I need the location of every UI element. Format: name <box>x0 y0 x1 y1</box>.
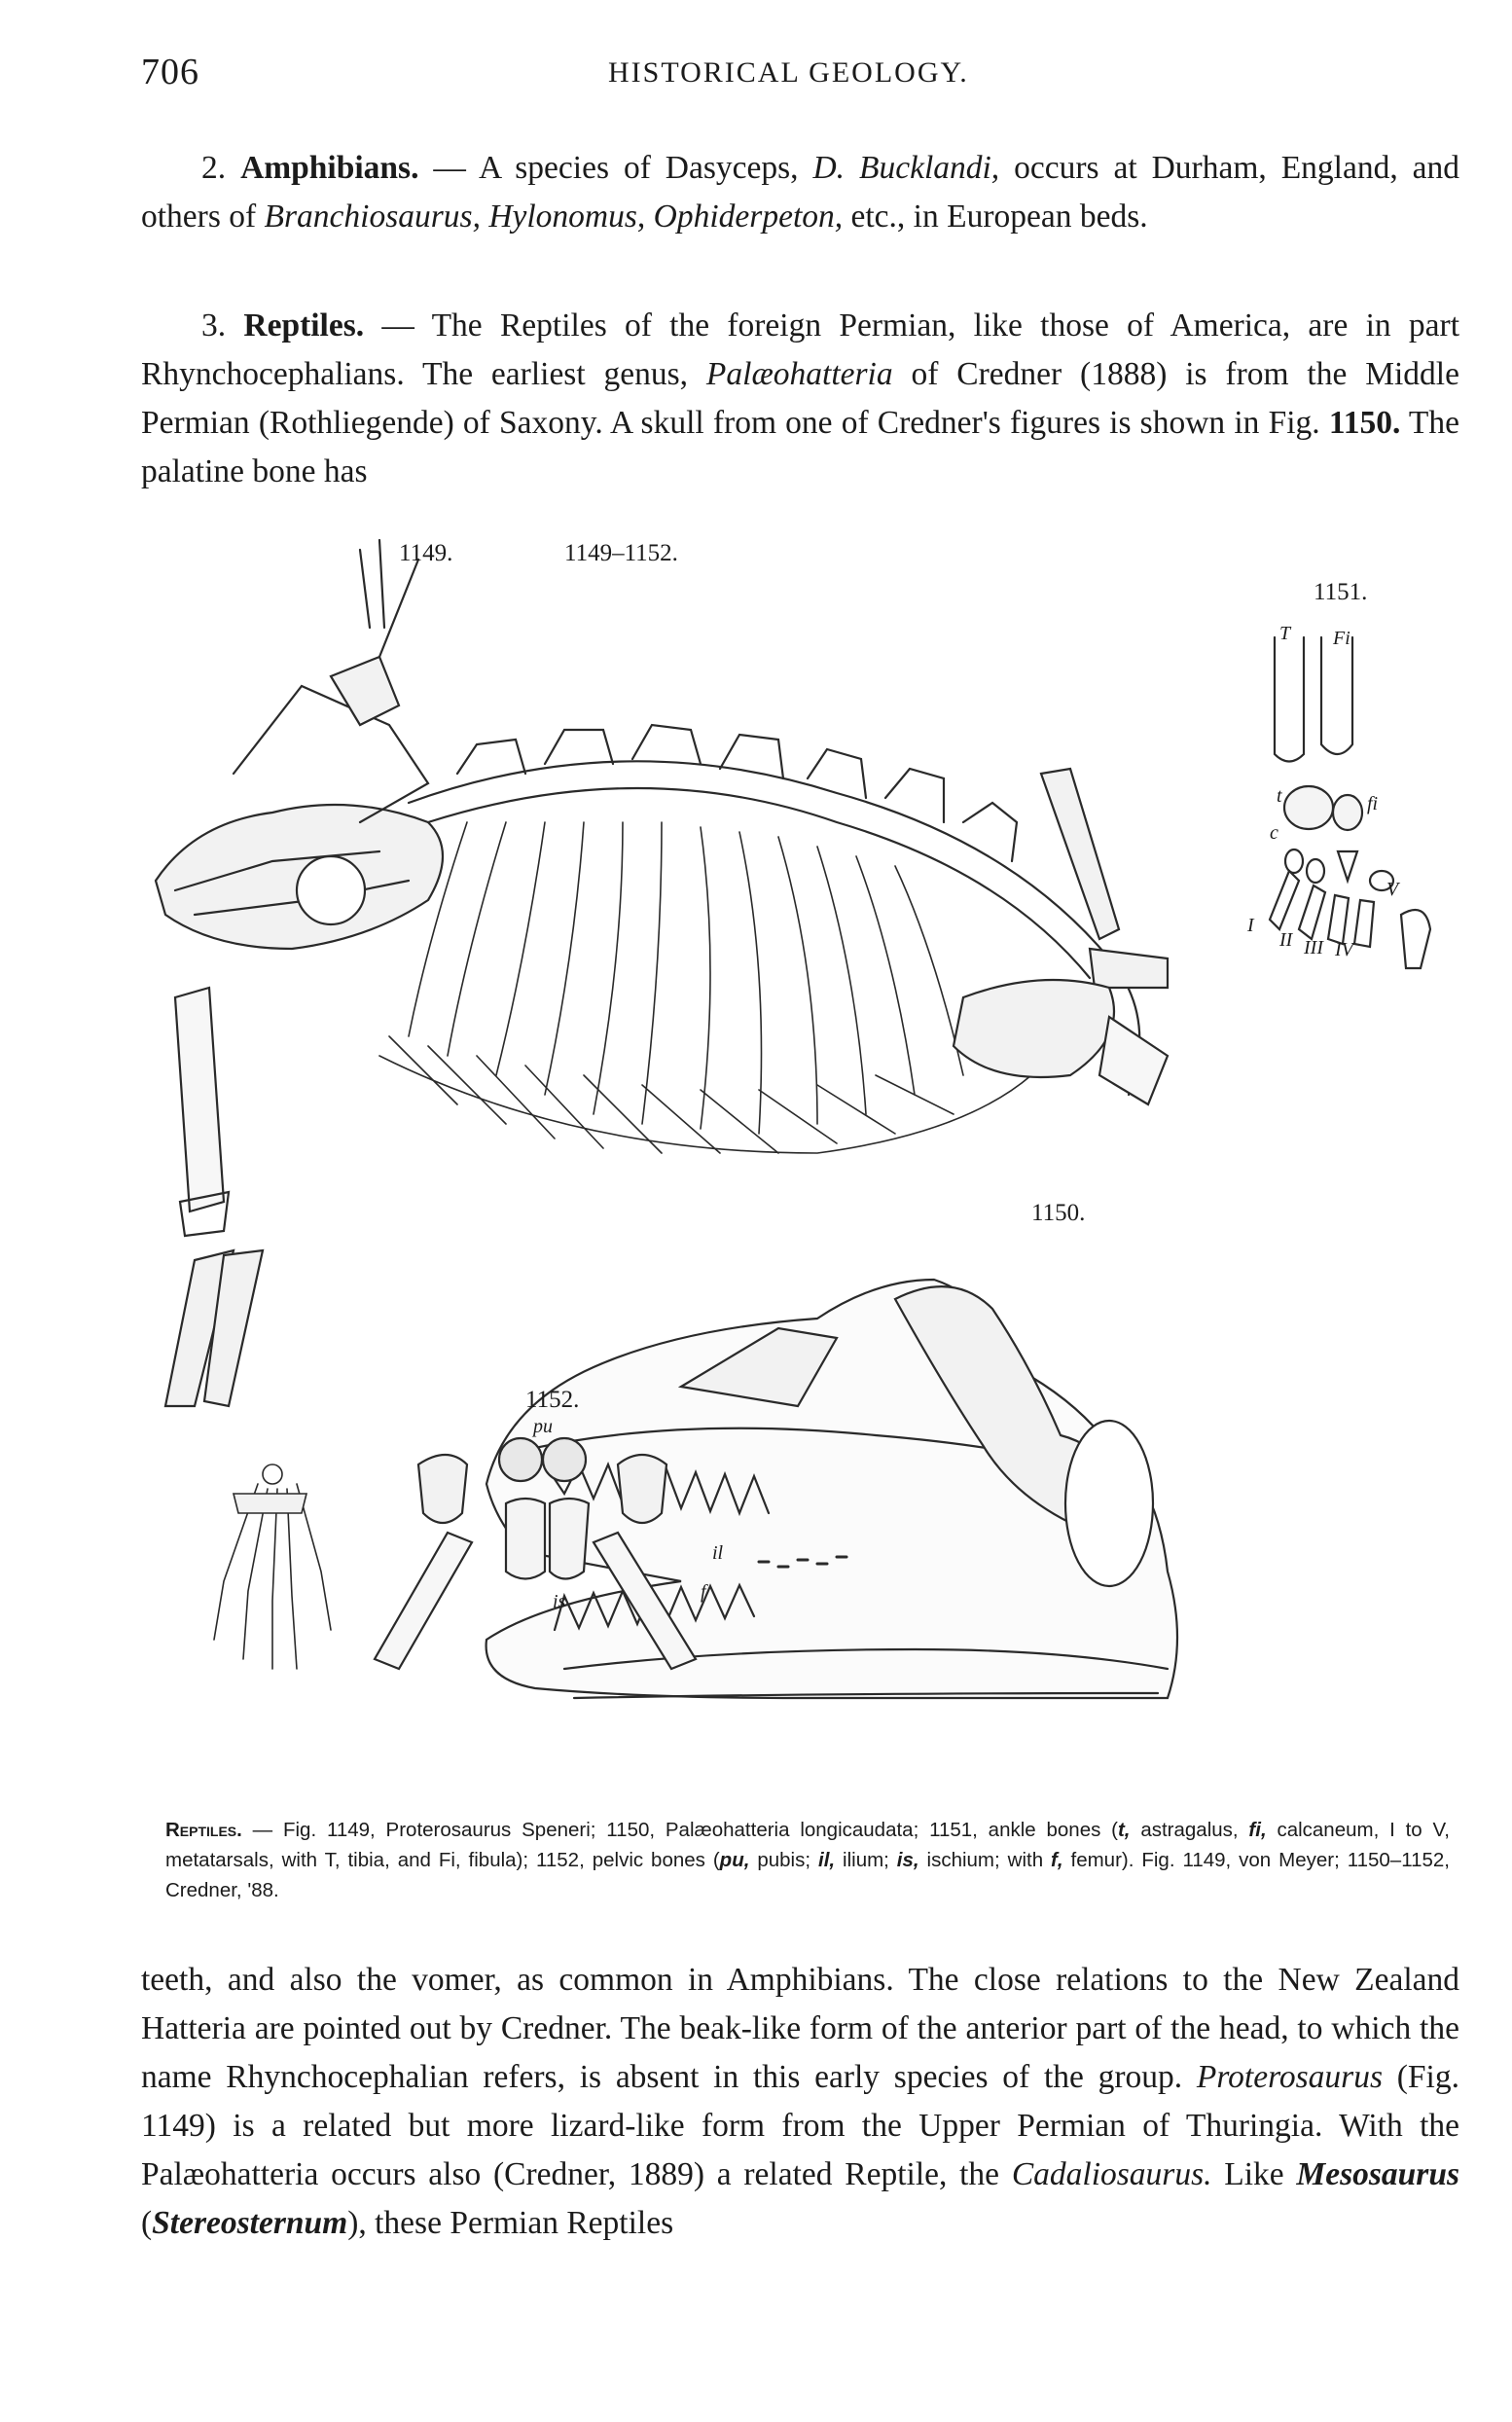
caption-text: femur). Fig. 1149, von Meyer; 1150–1152, Credner, '88. <box>165 1849 1450 1901</box>
genus-name: Cadaliosaurus. <box>1011 2156 1212 2192</box>
caption-term: il, <box>818 1849 836 1871</box>
section-heading: Reptiles. <box>243 307 365 343</box>
page-number: 706 <box>141 52 199 92</box>
paragraph-continuation <box>141 1956 1459 2248</box>
ankle-label-calcaneum: fi <box>1367 793 1379 814</box>
caption-term: pu, <box>719 1849 750 1871</box>
genus-name: Palæohatteria <box>705 356 893 392</box>
paragraph-text: occurs at Durham, England, and others of <box>141 150 1460 235</box>
paragraph-text: ( <box>141 2205 153 2241</box>
caption-term: fi, <box>1248 1819 1267 1841</box>
pelvis-label-pubis: pu <box>533 1416 553 1437</box>
fossil-illustration <box>136 530 1469 1795</box>
caption-text: — Fig. 1149, Proterosaurus Speneri; 1150, Palæohatteria longicaudata; 1151, ankle bones ( <box>241 1819 1118 1841</box>
figure-label-1150: 1150. <box>1031 1200 1086 1226</box>
running-head-title: HISTORICAL GEOLOGY. <box>608 56 969 89</box>
skeleton-pelvis <box>954 980 1168 1104</box>
caption-text: pubis; <box>749 1849 818 1871</box>
figure-label-1149: 1149. <box>399 540 453 566</box>
paragraph-text: of Credner (1888) is from the Middle Permian (Rothliegende) of Saxony. A skull from one of Credner's figures is shown in Fig. <box>141 356 1459 441</box>
ankle-label-c: c <box>1270 822 1278 844</box>
figure-reference: 1150. <box>1328 405 1401 441</box>
skeleton-skull <box>156 686 443 949</box>
figure-label-range: 1149–1152. <box>564 540 678 566</box>
caption-text: ischium; with <box>918 1849 1052 1871</box>
ankle-label-i: I <box>1247 915 1254 936</box>
section-number: 2. <box>201 150 227 186</box>
caption-text: astragalus, <box>1130 1819 1249 1841</box>
pelvis-label-ischium: is <box>553 1591 566 1612</box>
paragraph-text: — A species of Dasyceps, <box>418 150 813 186</box>
paragraph-amphibians <box>141 144 1459 241</box>
ankle-label-astragalus: t <box>1277 785 1282 807</box>
caption-term: f, <box>1051 1849 1063 1871</box>
ankle-label-tibia: T <box>1279 623 1291 644</box>
figure-reptiles <box>136 530 1469 1795</box>
skeleton-forelimb <box>165 540 418 1406</box>
skeleton-ribs <box>379 822 1031 1153</box>
paragraph-text: teeth, and also the vomer, as common in Amphibians. The close relations to the New Zealand Hatteria are pointed out by Credner. The beak-like form of the anterior part of the head, to which the name Rhynchocephalian refers, is absent in this early species of the group. <box>141 1962 1459 2095</box>
running-head <box>141 51 1459 101</box>
ankle-bones <box>1270 637 1430 968</box>
pelvis-label-femur: f <box>701 1581 706 1603</box>
genus-name: Proterosaurus <box>1196 2059 1384 2095</box>
genus-name: Stereosternum <box>152 2205 348 2241</box>
section-heading: Amphibians. <box>240 150 419 186</box>
paragraph-text: ), these Permian Reptiles <box>347 2205 674 2241</box>
genus-names: Branchiosaurus, Hylonomus, Ophiderpeton, <box>264 199 844 235</box>
pelvis-label-ilium: il <box>712 1542 724 1564</box>
caption-term: t, <box>1117 1819 1131 1841</box>
ankle-label-ii: II <box>1279 929 1293 951</box>
figure-label-1151: 1151. <box>1314 579 1368 605</box>
section-number: 3. <box>201 307 227 343</box>
paragraph-text: (Fig. 1149) is a related but more lizard-like form from the Upper Permian of Thuringia. With the Palæohatteria occurs also (Credner, 1889) a related Reptile, the <box>141 2059 1459 2192</box>
genus-name: Mesosaurus <box>1296 2156 1459 2192</box>
caption-term: is, <box>896 1849 919 1871</box>
caption-text: ilium; <box>835 1849 897 1871</box>
paragraph-reptiles <box>141 302 1459 496</box>
caption-lead: Reptiles. <box>165 1819 242 1841</box>
paragraph-text: — The Reptiles of the foreign Permian, like those of America, are in part Rhynchocephalians. The earliest genus, <box>141 307 1460 392</box>
ankle-label-iv: IV <box>1335 939 1353 960</box>
palaeohatteria-skull <box>486 1280 1177 1698</box>
figure-label-1152: 1152. <box>525 1387 580 1413</box>
caption-text: calcaneum, I to V, metatarsals, with T, tibia, and Fi, fibula); 1152, pelvic bones ( <box>165 1819 1450 1871</box>
paragraph-text: Like <box>1211 2156 1297 2192</box>
skeleton-foot <box>214 1464 331 1669</box>
figure-caption <box>165 1815 1450 1905</box>
paragraph-text: etc., in European beds. <box>843 199 1148 235</box>
ankle-label-v: V <box>1386 879 1399 900</box>
paragraph-text: The palatine bone has <box>141 405 1459 489</box>
species-name: D. Bucklandi, <box>812 150 1000 186</box>
ankle-label-iii: III <box>1304 937 1323 958</box>
ankle-label-fibula: Fi <box>1333 628 1350 649</box>
